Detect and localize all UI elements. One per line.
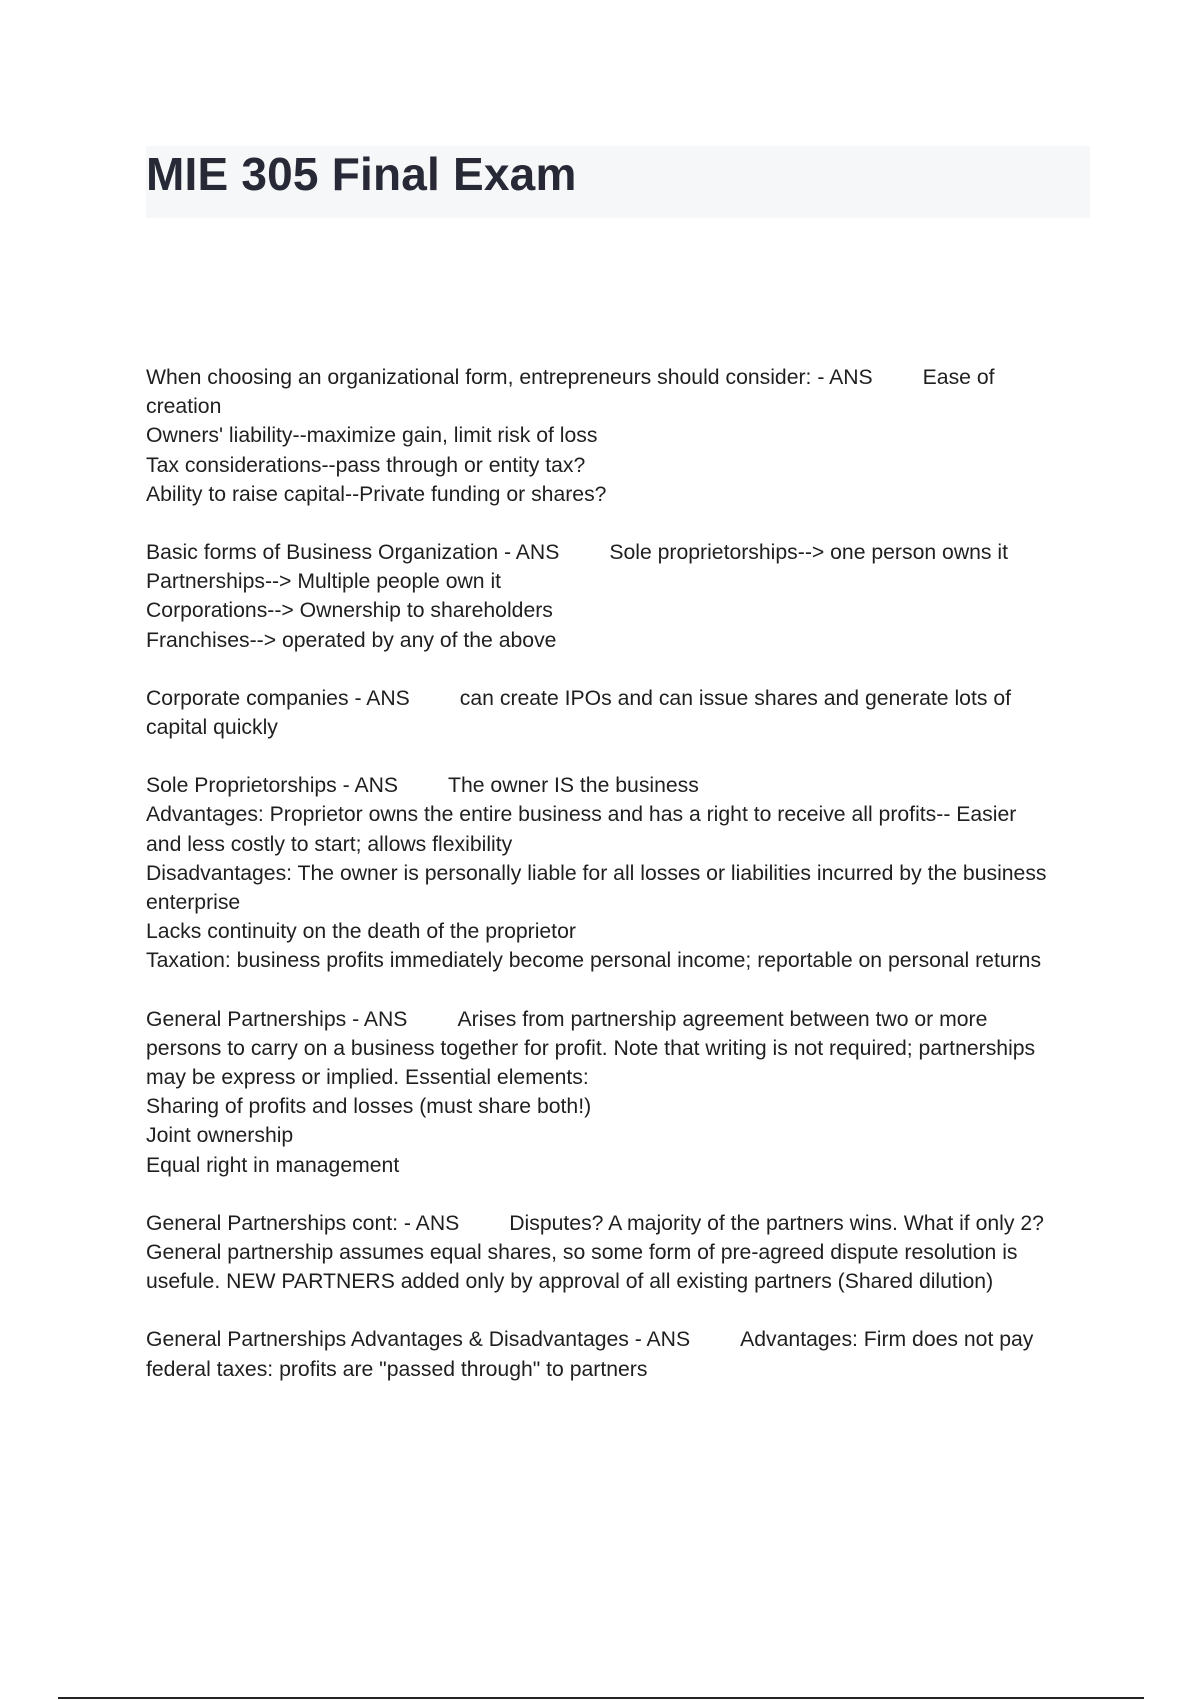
qa-entry [146, 363, 1096, 509]
answer-text: The owner IS the business [448, 774, 699, 798]
answer-line: Ability to raise capital--Private funding or shares? [146, 482, 607, 506]
answer-text: Disputes? A majority of the partners wins. What if only 2? [509, 1211, 1044, 1235]
answer-line: capital quickly [146, 716, 278, 740]
answer-line: federal taxes: profits are "passed through" to partners [146, 1357, 648, 1381]
answer-line: Tax considerations--pass through or entity tax? [146, 453, 586, 477]
qa-entry [146, 1325, 1096, 1383]
answer-line: Taxation: business profits immediately become personal income; reportable on personal returns [146, 949, 1042, 973]
answer-line: and less costly to start; allows flexibility [146, 832, 513, 856]
qa-entry [146, 538, 1096, 655]
answer-text: Sole proprietorships--> one person owns it [609, 541, 1008, 565]
answer-text: can create IPOs and can issue shares and generate lots of [459, 686, 1012, 710]
answer-text: Ease of [922, 366, 995, 389]
question-text: General Partnerships Advantages & Disadvantages - ANS [146, 1328, 691, 1352]
answer-line: Owners' liability--maximize gain, limit risk of loss [146, 424, 598, 448]
answer-line: usefule. NEW PARTNERS added only by approval of all existing partners (Shared dilution) [146, 1270, 994, 1294]
answer-line: Sharing of profits and losses (must share both!) [146, 1095, 592, 1119]
answer-line: Franchises--> operated by any of the above [146, 628, 557, 652]
qa-entry [146, 684, 1096, 742]
qa-entry [146, 771, 1096, 975]
answer-line: Advantages: Proprietor owns the entire business and has a right to receive all profits-- Easier [146, 803, 1017, 827]
answer-line: creation [146, 395, 222, 419]
title-bar [146, 146, 1090, 218]
question-text: Sole Proprietorships - ANS [146, 774, 399, 798]
question-text: When choosing an organizational form, entrepreneurs should consider: - ANS [146, 366, 873, 389]
answer-line: enterprise [146, 891, 241, 915]
answer-line: persons to carry on a business together for profit. Note that writing is not required; partnerships [146, 1036, 1036, 1060]
answer-line: General partnership assumes equal shares, so some form of pre-agreed dispute resolution is [146, 1241, 1018, 1265]
document-title: MIE 305 Final Exam [146, 148, 577, 200]
question-text: Basic forms of Business Organization - ANS [146, 541, 560, 565]
answer-line: Lacks continuity on the death of the proprietor [146, 920, 576, 944]
footer-divider [58, 1697, 1144, 1699]
question-text: General Partnerships - ANS [146, 1007, 408, 1031]
answer-line: Disadvantages: The owner is personally liable for all losses or liabilities incurred by the business [146, 861, 1047, 885]
answer-line: Partnerships--> Multiple people own it [146, 570, 502, 594]
answer-text: Arises from partnership agreement between two or more [457, 1007, 988, 1031]
qa-entry [146, 1005, 1096, 1180]
answer-line: Joint ownership [146, 1124, 294, 1148]
answer-line: may be express or implied. Essential elements: [146, 1066, 589, 1090]
answer-line: Equal right in management [146, 1153, 400, 1177]
qa-list [146, 363, 1096, 1413]
answer-line: Corporations--> Ownership to shareholders [146, 599, 553, 623]
question-text: General Partnerships cont: - ANS [146, 1211, 460, 1235]
question-text: Corporate companies - ANS [146, 686, 410, 710]
qa-entry [146, 1209, 1096, 1297]
answer-text: Advantages: Firm does not pay [740, 1328, 1034, 1352]
